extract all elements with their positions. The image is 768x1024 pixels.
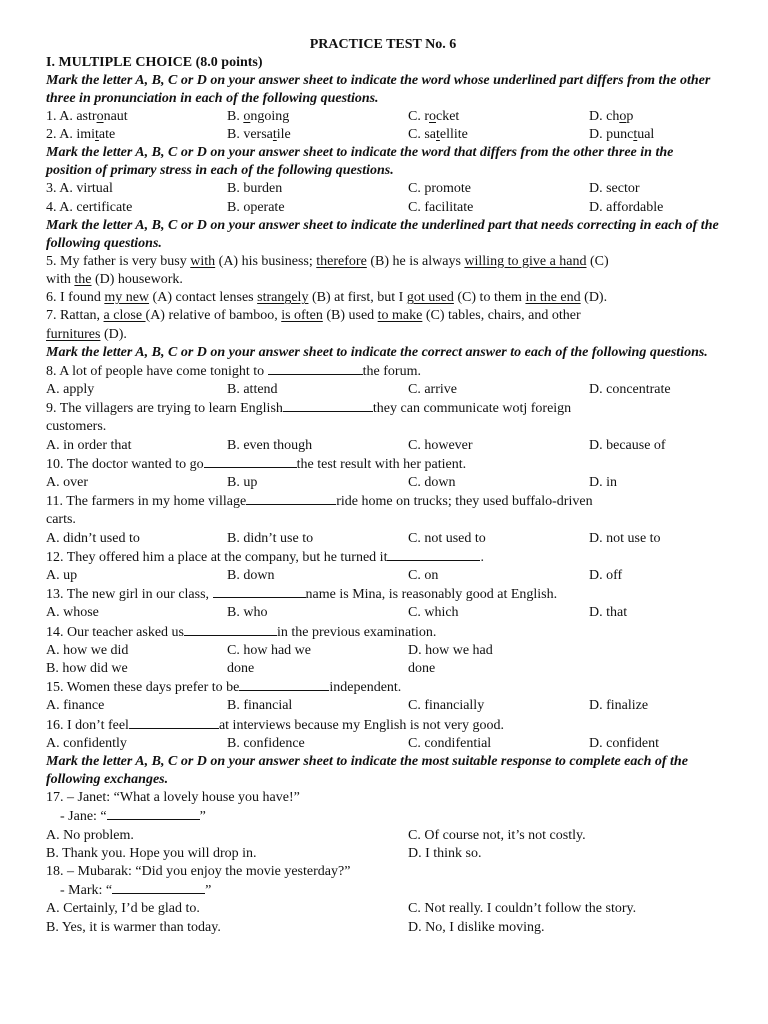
question-7-line-2: furnitures (D). — [46, 326, 127, 342]
question-7-line-1: 7. Rattan, a close (A) relative of bamboo, is often (B) used to make (C) tables, chairs, and other — [46, 308, 581, 324]
question-15: 15. Women these days prefer to be independent. — [46, 680, 402, 696]
option-c: C. how had we — [227, 642, 311, 658]
option-b: B. attend — [227, 382, 278, 398]
option-b: B. up — [227, 475, 258, 491]
answer-blank — [213, 585, 306, 598]
option-b: B. versatile — [227, 127, 291, 143]
option-d: D. off — [589, 568, 623, 584]
option-c: C. Not really. I couldn’t follow the story. — [408, 901, 637, 917]
question-17-options-row-1 — [46, 827, 720, 845]
instruction-exchanges: Mark the letter A, B, C or D on your answer sheet to indicate the most suitable response to complete each of the following exchanges. — [46, 754, 688, 788]
question-16: 16. I don’t feel at interviews because my English is not very good. — [46, 717, 504, 733]
question-1 — [46, 108, 720, 126]
page-title: PRACTICE TEST No. 6 — [309, 37, 457, 52]
question-8: 8. A lot of people have come tonight to the forum. — [46, 363, 421, 379]
option-c: C. down — [408, 475, 456, 491]
option-d: D. No, I dislike moving. — [408, 919, 545, 935]
option-c: C. not used to — [408, 530, 486, 546]
option-c: C. Of course not, it’s not costly. — [408, 827, 586, 843]
option-c: C. satellite — [408, 127, 468, 143]
question-14-options-row-1 — [46, 642, 720, 660]
answer-blank — [184, 623, 277, 636]
question-14-options-row-2 — [46, 660, 720, 678]
option-b: B. down — [227, 568, 275, 584]
option-a: A. confidently — [46, 735, 127, 751]
worksheet-page — [46, 36, 720, 937]
option-d: D. concentrate — [589, 382, 671, 398]
question-13-options — [46, 604, 720, 622]
question-8-options — [46, 381, 720, 399]
option-d: D. in — [589, 475, 617, 491]
option-a: A. over — [46, 475, 88, 491]
answer-blank — [246, 492, 336, 505]
option-b: B. Yes, it is warmer than today. — [46, 919, 221, 935]
option-a: A. apply — [46, 382, 95, 398]
option-d: D. I think so. — [408, 845, 482, 861]
question-11: 11. The farmers in my home village ride home on trucks; they used buffalo-driven — [46, 494, 593, 510]
option-d-cont: done — [408, 661, 436, 677]
instruction-stress: Mark the letter A, B, C or D on your answer sheet to indicate the word that differs from the other three in the position of primary stress in each of the following questions. — [46, 145, 674, 179]
question-6: 6. I found my new (A) contact lenses strangely (B) at first, but I got used (C) to them in the end (D). — [46, 290, 608, 306]
answer-blank — [112, 881, 205, 894]
option-d: D. chop — [589, 109, 634, 124]
option-b: B. even though — [227, 437, 313, 453]
answer-blank — [283, 399, 373, 412]
instruction-correct-answer: Mark the letter A, B, C or D on your answer sheet to indicate the correct answer to each of the following questions. — [46, 344, 708, 360]
option-d: D. because of — [589, 437, 666, 453]
option-a: A. finance — [46, 698, 105, 714]
option-d: D. punctual — [589, 127, 655, 143]
option-d: D. finalize — [589, 698, 649, 714]
option-c: C. facilitate — [408, 199, 474, 215]
option-b: B. who — [227, 605, 268, 621]
option-c: C. rocket — [408, 109, 460, 124]
option-b: B. ongoing — [227, 109, 290, 124]
option-c: C. however — [408, 437, 473, 453]
instruction-correction: Mark the letter A, B, C or D on your answer sheet to indicate the underlined part that needs correcting in each of the following questions. — [46, 217, 719, 251]
option-c: C. arrive — [408, 382, 457, 398]
option-b: B. financial — [227, 698, 293, 714]
option-a: A. whose — [46, 605, 99, 621]
answer-blank — [107, 807, 200, 820]
option-a: A. No problem. — [46, 827, 134, 843]
question-18-options-row-2 — [46, 919, 720, 937]
option-b: B. didn’t use to — [227, 530, 314, 546]
option-a: A. up — [46, 568, 78, 584]
question-11-options — [46, 530, 720, 548]
section-heading: I. MULTIPLE CHOICE (8.0 points) — [46, 55, 263, 70]
option-b: B. how did we — [46, 661, 128, 677]
option-a: 4. A. certificate — [46, 199, 133, 215]
question-18-options-row-1 — [46, 900, 720, 918]
option-a: 3. A. virtual — [46, 181, 113, 197]
question-10: 10. The doctor wanted to go the test result with her patient. — [46, 456, 467, 472]
option-c: C. condifential — [408, 735, 492, 751]
option-c-cont: done — [227, 661, 255, 677]
option-c: C. on — [408, 568, 439, 584]
question-16-options — [46, 735, 720, 753]
answer-blank — [268, 362, 363, 375]
answer-blank — [129, 716, 219, 729]
question-17-line-1: 17. – Janet: “What a lovely house you have!” — [46, 790, 300, 806]
question-9-options — [46, 437, 720, 455]
option-a: A. didn’t used to — [46, 530, 140, 546]
question-10-options — [46, 474, 720, 492]
question-9-cont: customers. — [46, 419, 107, 435]
question-12: 12. They offered him a place at the company, but he turned it . — [46, 549, 484, 565]
question-5-line-1: 5. My father is very busy with (A) his business; therefore (B) he is always willing to give a hand (C) — [46, 253, 609, 269]
option-d: D. that — [589, 605, 628, 621]
option-a: A. Certainly, I’d be glad to. — [46, 901, 200, 917]
question-9: 9. The villagers are trying to learn English they can communicate wotj foreign — [46, 401, 572, 417]
option-d: D. confident — [589, 735, 659, 751]
answer-blank — [387, 548, 480, 561]
question-4 — [46, 199, 720, 217]
question-11-cont: carts. — [46, 512, 76, 528]
option-a: 1. A. astronaut — [46, 109, 128, 124]
option-c: C. financially — [408, 698, 485, 714]
option-a: A. in order that — [46, 437, 132, 453]
option-b: B. Thank you. Hope you will drop in. — [46, 845, 257, 861]
instruction-pronunciation: Mark the letter A, B, C or D on your answer sheet to indicate the word whose underlined part differs from the other three in pronunciation in each of the following questions. — [46, 73, 711, 106]
option-c: C. which — [408, 605, 459, 621]
option-d: D. sector — [589, 181, 640, 197]
question-12-options — [46, 567, 720, 585]
question-17-line-2: - Jane: “ ” — [46, 809, 206, 825]
option-a: 2. A. imitate — [46, 127, 116, 143]
option-b: B. confidence — [227, 735, 305, 751]
question-2 — [46, 126, 720, 144]
question-14: 14. Our teacher asked us in the previous examination. — [46, 624, 437, 640]
option-d: D. how we had — [408, 642, 493, 658]
option-a: A. how we did — [46, 642, 129, 658]
option-d: D. not use to — [589, 530, 661, 546]
option-b: B. burden — [227, 181, 283, 197]
question-17-options-row-2 — [46, 845, 720, 863]
answer-blank — [204, 455, 297, 468]
option-b: B. operate — [227, 199, 285, 215]
question-15-options — [46, 697, 720, 715]
answer-blank — [239, 678, 329, 691]
option-c: C. promote — [408, 181, 471, 197]
question-18-line-2: - Mark: “ ” — [46, 883, 212, 899]
option-d: D. affordable — [589, 199, 664, 215]
question-5-line-2: with the (D) housework. — [46, 272, 183, 288]
question-13: 13. The new girl in our class, name is Mina, is reasonably good at English. — [46, 587, 558, 603]
question-3 — [46, 180, 720, 198]
question-18-line-1: 18. – Mubarak: “Did you enjoy the movie yesterday?” — [46, 863, 351, 879]
